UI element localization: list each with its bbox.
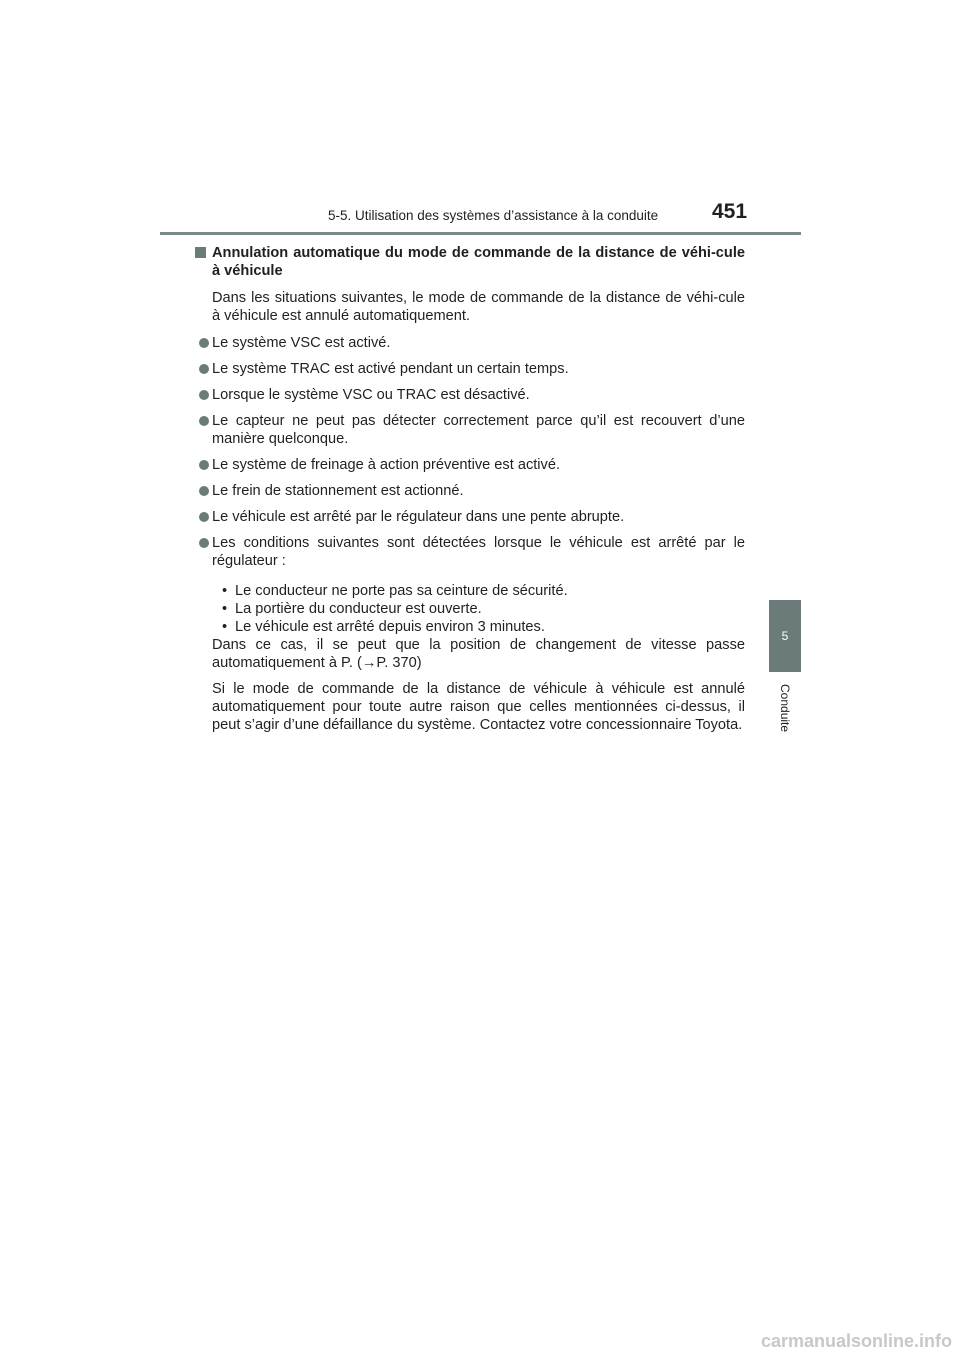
sub-list-item [222, 582, 745, 600]
list-item-text: Le système de freinage à action préventive est activé. [212, 457, 561, 473]
list-item-text: Lorsque le système VSC ou TRAC est désactivé. [212, 387, 530, 403]
footer-watermark: carmanualsonline.info [760, 1331, 952, 1351]
closing-paragraph: Si le mode de commande de la distance de véhicule à véhicule est annulé automatiquement pour toute autre raison que celles mentionnées ci-dessus, il peut s’agir d’une défaillance du système. Contactez votre concessionnaire Toyota. [212, 681, 745, 733]
list-item [212, 360, 745, 378]
small-bullet-icon: • [222, 583, 228, 599]
round-bullet-icon [199, 364, 209, 374]
round-bullet-icon [199, 486, 209, 496]
chapter-label: Conduite [778, 684, 792, 733]
sub-list-item-text: Le conducteur ne porte pas sa ceinture de sécurité. [235, 583, 568, 599]
sub-list-item-text: Le véhicule est arrêté depuis environ 3 minutes. [235, 619, 545, 635]
sub-condition-list [222, 582, 745, 636]
sub-list-item-text: La portière du conducteur est ouverte. [235, 601, 482, 617]
header-rule [160, 232, 801, 235]
list-item-text: Le frein de stationnement est actionné. [212, 483, 464, 499]
round-bullet-icon [199, 460, 209, 470]
condition-list [212, 334, 745, 672]
list-item-text: Le système TRAC est activé pendant un certain temps. [212, 361, 569, 377]
round-bullet-icon [199, 512, 209, 522]
list-item-text: Les conditions suivantes sont détectées lorsque le véhicule est arrêté par le régulateur : [212, 535, 745, 569]
list-item [212, 456, 745, 474]
sub-list-item [222, 600, 745, 618]
list-item [212, 412, 745, 448]
intro-paragraph: Dans les situations suivantes, le mode de commande de la distance de véhi-cule à véhicule est annulé automatiquement. [212, 290, 745, 324]
section-heading-text: Annulation automatique du mode de commande de la distance de véhi-cule à véhicule [212, 245, 745, 279]
chapter-tab [769, 600, 801, 672]
sub-list-item [222, 618, 745, 636]
round-bullet-icon [199, 390, 209, 400]
list-item [212, 386, 745, 404]
page-number: 451 [712, 200, 748, 223]
list-item-text: Le système VSC est activé. [212, 335, 391, 351]
running-header-title: 5-5. Utilisation des systèmes d’assistance à la conduite [328, 208, 659, 223]
list-item [212, 482, 745, 500]
list-item [212, 508, 745, 526]
small-bullet-icon: • [222, 601, 228, 617]
list-item [212, 534, 745, 672]
round-bullet-icon [199, 338, 209, 348]
small-bullet-icon: • [222, 619, 228, 635]
round-bullet-icon [199, 538, 209, 548]
round-bullet-icon [199, 416, 209, 426]
chapter-number: 5 [781, 629, 789, 643]
section-heading [212, 244, 745, 280]
sub-note: Dans ce cas, il se peut que la position de changement de vitesse passe automatiquement à P. (→P. 370) [212, 637, 745, 671]
main-content [212, 244, 745, 734]
list-item [212, 334, 745, 352]
list-item-text: Le véhicule est arrêté par le régulateur dans une pente abrupte. [212, 509, 625, 525]
square-bullet-icon [195, 247, 206, 258]
list-item-text: Le capteur ne peut pas détecter correctement parce qu’il est recouvert d’une manière quelconque. [212, 413, 745, 447]
